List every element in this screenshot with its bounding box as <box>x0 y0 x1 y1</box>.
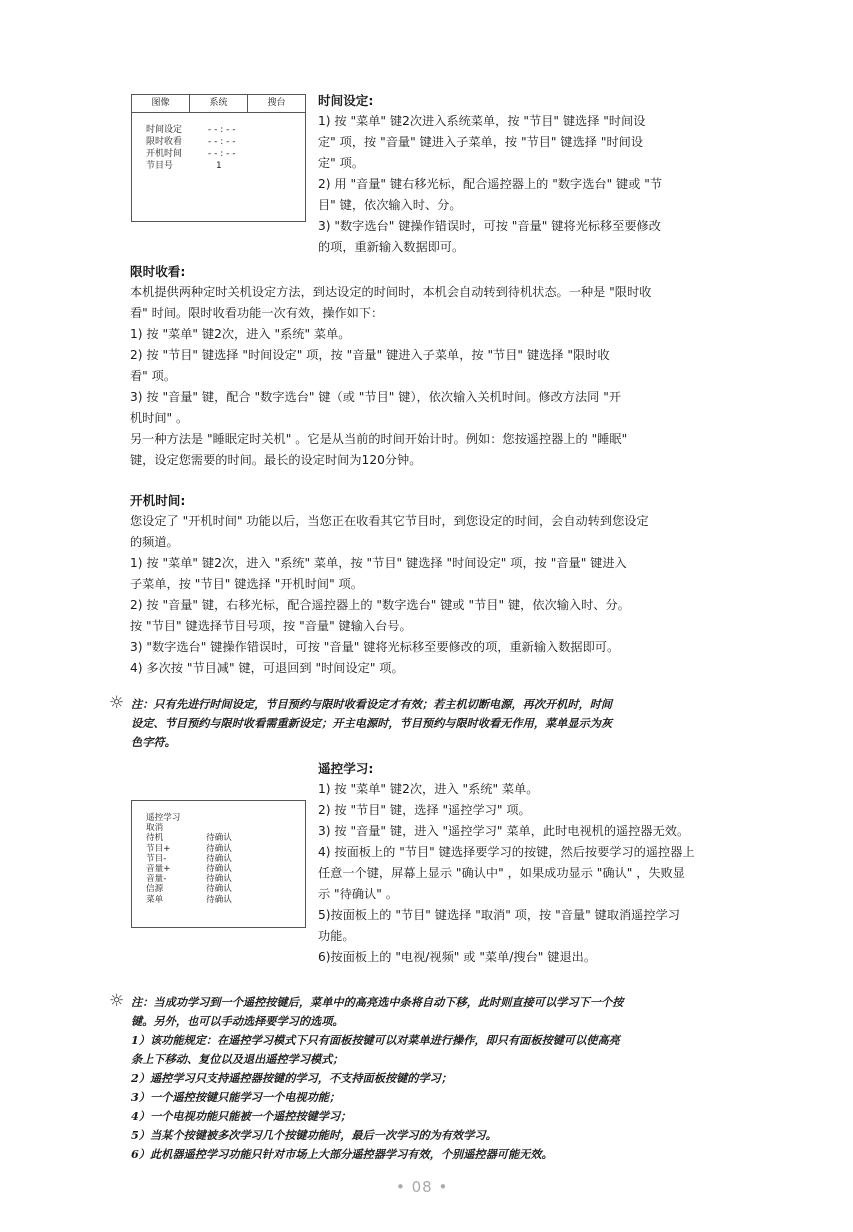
paragraph-line: 3) "数字选台" 键操作错误时，可按 "音量" 键将光标移至要修改 <box>318 219 661 233</box>
learn-row <box>146 874 305 884</box>
learn-row-label: 节目+ <box>146 843 171 854</box>
note-1 <box>131 695 612 752</box>
section-heading: 时间设定: <box>318 93 374 108</box>
learn-row-label: 遥控学习 <box>146 813 181 823</box>
note-line: 设定、节目预约与限时收看需重新设定；开主电源时，节目预约与限时收看无作用，菜单显示为灰 <box>131 716 613 730</box>
timed-watch-section <box>130 261 651 471</box>
section-heading: 开机时间: <box>130 493 186 508</box>
lightbulb-icon: ☼ <box>109 693 125 713</box>
paragraph-line: 按 "节目" 键选择节目号项，按 "音量" 键输入台号。 <box>130 619 412 633</box>
learn-row-label: 待机 <box>146 833 164 844</box>
learn-row-value: 待确认 <box>206 833 232 844</box>
learn-row-value: 待确认 <box>206 894 232 905</box>
paragraph-line: 看" 时间。限时收看功能一次有效，操作如下： <box>130 306 384 320</box>
learn-row <box>146 813 305 823</box>
paragraph-line: 看" 项。 <box>130 369 177 383</box>
section-heading: 限时收看: <box>130 264 186 279</box>
menu-row-program-number <box>146 160 305 172</box>
learn-row <box>146 833 305 843</box>
note-line: 注：只有先进行时间设定，节目预约与限时收看设定才有效；若主机切断电源，再次开机时，时间 <box>131 697 613 711</box>
learn-row-label: 音量- <box>146 874 167 885</box>
paragraph-line: 示 "待确认" 。 <box>318 887 398 901</box>
learn-row-label: 菜单 <box>146 894 164 905</box>
menu-row-value: - - : - - <box>208 125 236 135</box>
learn-row <box>146 884 305 894</box>
learn-row <box>146 895 305 905</box>
paragraph-line: 的项，重新输入数据即可。 <box>318 240 465 254</box>
power-on-time-section <box>130 490 649 679</box>
learn-row-label: 取消 <box>146 823 164 834</box>
paragraph-line: 4) 按面板上的 "节目" 键选择要学习的按键，然后按要学习的遥控器上 <box>318 845 695 859</box>
lightbulb-icon: ☼ <box>109 991 125 1011</box>
paragraph-line: 5)按面板上的 "节目" 键选择 "取消" 项，按 "音量" 键取消遥控学习 <box>318 908 680 922</box>
paragraph-line: 本机提供两种定时关机设定方法，到达设定的时间时，本机会自动转到待机状态。一种是 "限时收 <box>130 285 652 299</box>
menu-row-label: 时间设定 <box>146 125 183 135</box>
learn-row <box>146 864 305 874</box>
menu-row-timed-watch <box>146 136 305 148</box>
note-line: 4）一个电视功能只能被一个遥控按键学习； <box>131 1109 352 1123</box>
tab-search: 搜台 <box>267 98 286 108</box>
learn-row-label: 节目- <box>146 853 167 864</box>
learn-row <box>146 823 305 833</box>
learn-row-label: 音量+ <box>146 864 171 875</box>
paragraph-line: 2) 按 "音量" 键，右移光标，配合遥控器上的 "数字选台" 键或 "节目" 键，依次输入时、分。 <box>130 598 630 612</box>
paragraph-line: 2) 按 "节目" 键选择 "时间设定" 项，按 "音量" 键进入子菜单，按 "节目" 键选择 "限时收 <box>130 348 610 362</box>
menu-row-power-on-time <box>146 148 305 160</box>
menu-row-label: 节目号 <box>146 161 174 171</box>
note-line: 3）一个遥控按键只能学习一个电视功能； <box>131 1090 341 1104</box>
paragraph-line: 4) 多次按 "节目减" 键，可退回到 "时间设定" 项。 <box>130 661 404 675</box>
paragraph-line: 子菜单，按 "节目" 键选择 "开机时间" 项。 <box>130 577 363 591</box>
paragraph-line: 1) 按 "菜单" 键2次，进入 "系统" 菜单。 <box>318 782 539 796</box>
paragraph-line: 2) 用 "音量" 键右移光标，配合遥控器上的 "数字选台" 键或 "节 <box>318 177 663 191</box>
paragraph-line: 机时间" 。 <box>130 411 189 425</box>
remote-learn-menu-box <box>131 800 306 928</box>
remote-learning-section <box>318 758 695 968</box>
learn-row-value: 待确认 <box>206 884 232 895</box>
learn-row <box>146 854 305 864</box>
section-heading: 遥控学习: <box>318 761 374 776</box>
paragraph-line: 1) 按 "菜单" 键2次进入系统菜单，按 "节目" 键选择 "时间设 <box>318 114 646 128</box>
paragraph-line: 3) 按 "音量" 键，配合 "数字选台" 键（或 "节目" 键），依次输入关机时间。修改方法同 "开 <box>130 390 622 404</box>
learn-row-value: 待确认 <box>206 853 232 864</box>
note-2 <box>131 993 623 1164</box>
note-line: 条上下移动、复位以及退出遥控学习模式； <box>131 1052 344 1066</box>
menu-row-value: - - : - - <box>208 149 236 159</box>
learn-row-value: 待确认 <box>206 843 232 854</box>
paragraph-line: 1) 按 "菜单" 键2次，进入 "系统" 菜单。 <box>130 327 351 341</box>
learn-row-value: 待确认 <box>206 874 232 885</box>
page-number: • 08 • <box>396 1178 449 1196</box>
paragraph-line: 定" 项。 <box>318 156 365 170</box>
menu-row-time-setting <box>146 124 305 136</box>
paragraph-line: 定" 项，按 "音量" 键进入子菜单，按 "节目" 键选择 "时间设 <box>318 135 644 149</box>
paragraph-line: 键，设定您需要的时间。最长的设定时间为120分钟。 <box>130 453 422 467</box>
paragraph-line: 任意一个键，屏幕上显示 "确认中" ，如果成功显示 "确认" ，失败显 <box>318 866 685 880</box>
paragraph-line: 另一种方法是 "睡眠定时关机" 。它是从当前的时间开始计时。例如：您按遥控器上的 "睡眠" <box>130 432 628 446</box>
learn-row-label: 信源 <box>146 884 164 895</box>
tab-picture: 图像 <box>132 95 190 112</box>
time-setting-section <box>318 90 662 258</box>
time-menu-box <box>131 94 306 222</box>
note-line: 注：当成功学习到一个遥控按键后，菜单中的高亮选中条将自动下移，此时则直接可以学习下一个按 <box>131 995 624 1009</box>
paragraph-line: 3) "数字选台" 键操作错误时，可按 "音量" 键将光标移至要修改的项，重新输入数据即可。 <box>130 640 620 654</box>
paragraph-line: 您设定了 "开机时间" 功能以后，当您正在收看其它节目时，到您设定的时间，会自动转到您设定 <box>130 514 649 528</box>
paragraph-line: 1) 按 "菜单" 键2次，进入 "系统" 菜单，按 "节目" 键选择 "时间设定" 项，按 "音量" 键进入 <box>130 556 627 570</box>
note-line: 6）此机器遥控学习功能只针对市场上大部分遥控器学习有效，个别遥控器可能无效。 <box>131 1147 553 1161</box>
learn-row-value: 待确认 <box>206 864 232 875</box>
paragraph-line: 目" 键，依次输入时、分。 <box>318 198 462 212</box>
note-line: 2）遥控学习只支持遥控器按键的学习，不支持面板按键的学习； <box>131 1071 453 1085</box>
paragraph-line: 的频道。 <box>130 535 179 549</box>
paragraph-line: 2) 按 "节目" 键，选择 "遥控学习" 项。 <box>318 803 531 817</box>
learn-row <box>146 844 305 854</box>
paragraph-line: 功能。 <box>318 929 355 943</box>
paragraph-line: 6)按面板上的 "电视/视频" 或 "菜单/搜台" 键退出。 <box>318 950 597 964</box>
menu-row-label: 开机时间 <box>146 149 183 159</box>
paragraph-line: 3) 按 "音量" 键，进入 "遥控学习" 菜单，此时电视机的遥控器无效。 <box>318 824 690 838</box>
menu-row-label: 限时收看 <box>146 137 183 147</box>
note-line: 5）当某个按键被多次学习几个按键功能时，最后一次学习的为有效学习。 <box>131 1128 497 1142</box>
menu-row-value: 1 <box>216 161 222 171</box>
time-menu-tabs <box>132 95 305 113</box>
tab-system: 系统 <box>190 95 248 112</box>
menu-row-value: - - : - - <box>208 137 236 147</box>
note-line: 色字符。 <box>131 735 176 749</box>
note-line: 1）该功能规定：在遥控学习模式下只有面板按键可以对菜单进行操作，即只有面板按键可以使高亮 <box>131 1033 620 1047</box>
note-line: 键。另外，也可以手动选择要学习的选项。 <box>131 1014 344 1028</box>
